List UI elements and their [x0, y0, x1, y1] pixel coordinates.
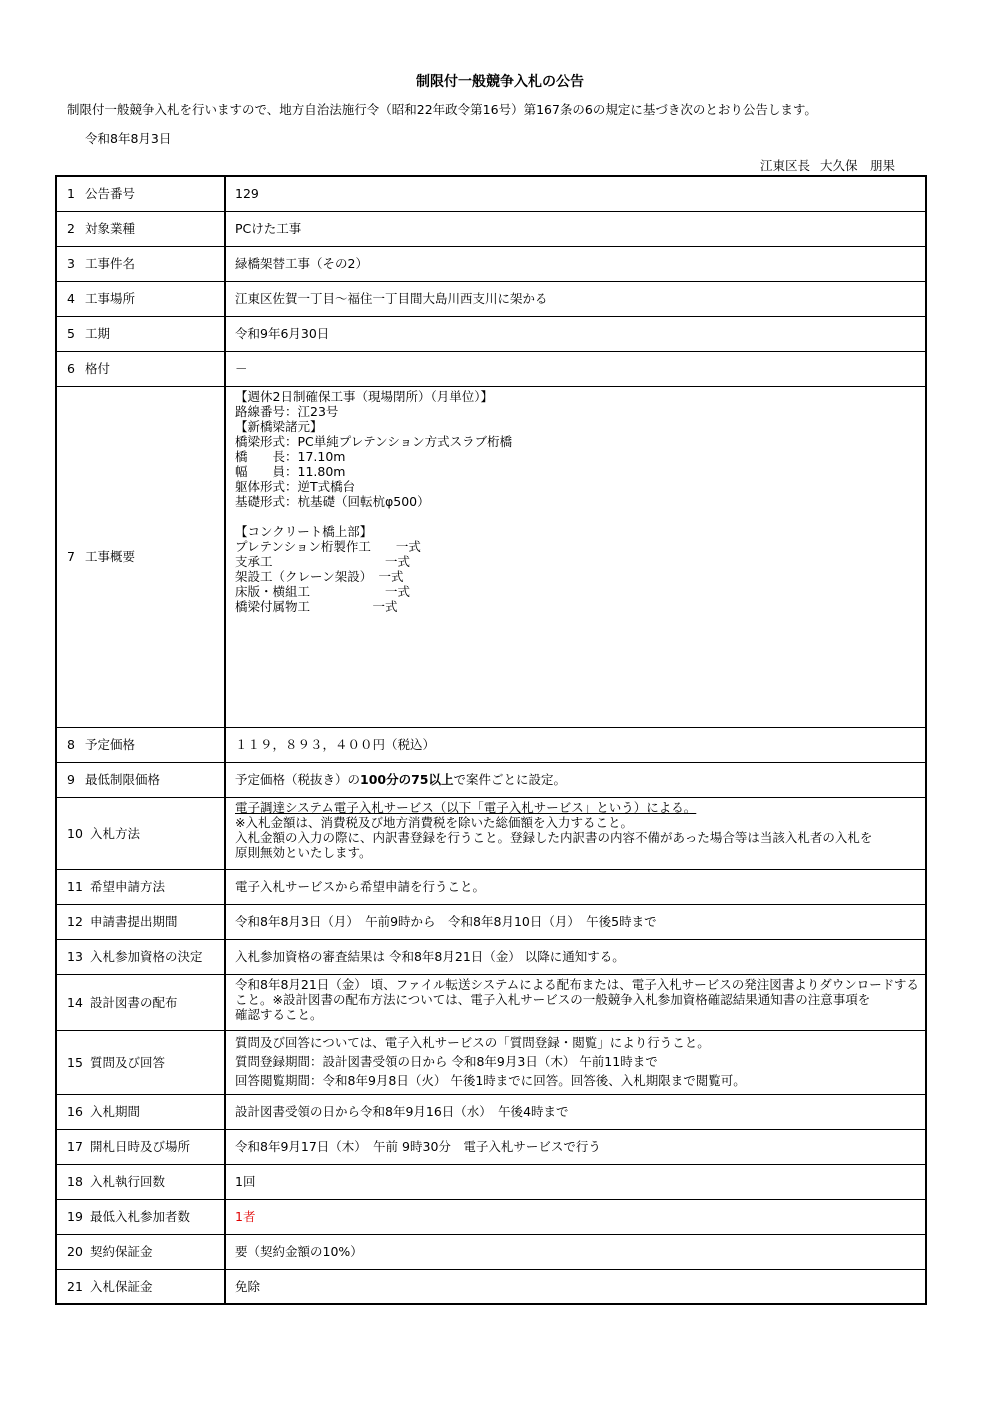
table-row [56, 1164, 926, 1199]
text-line: 入札金額の入力の際に、内訳書登録を行うこと。登録した内訳書の内容不備があった場合等は当該入札者の入札を [235, 829, 873, 845]
text-line: 幅 員：11.80m [235, 463, 346, 479]
row-value: 免除 [225, 1269, 926, 1304]
row-label: 7 工事概要 [56, 386, 225, 727]
table-row [56, 727, 926, 762]
row-label: 14 設計図書の配布 [56, 974, 225, 1030]
text-line: 躯体形式：逆T式橋台 [235, 478, 356, 494]
table-row [56, 316, 926, 351]
row-value: 入札参加資格の審査結果は 令和8年8月21日（金） 以降に通知する。 [225, 939, 926, 974]
row-label: 1 公告番号 [56, 176, 225, 211]
row-label: 2 対象業種 [56, 211, 225, 246]
row-label: 21 入札保証金 [56, 1269, 225, 1304]
text-line: こと。※設計図書の配布方法については、電子入札サービスの一般競争入札参加資格確認結果通知書の注意事項を [235, 991, 871, 1007]
table-row [56, 1234, 926, 1269]
row-value: 令和9年6月30日 [225, 316, 926, 351]
text-line: 橋梁付属物工 一式 [235, 598, 398, 614]
table-row [56, 762, 926, 797]
blank-line [235, 509, 915, 524]
row-label: 8 予定価格 [56, 727, 225, 762]
row-value: 令和8年8月3日（月） 午前9時から 令和8年8月10日（月） 午後5時まで [225, 904, 926, 939]
row-value: 129 [225, 176, 926, 211]
table-row [56, 386, 926, 727]
text-line: ※入札金額は、消費税及び地方消費税を除いた総価額を入力すること。 [235, 814, 633, 830]
signer-title: 江東区長 [759, 158, 810, 173]
row-label: 9 最低制限価格 [56, 762, 225, 797]
text-line: 質問登録期間：設計図書受領の日から 令和8年9月3日（木） 午前11時まで [235, 1053, 658, 1069]
table-row [56, 974, 926, 1030]
row-value: PCけた工事 [225, 211, 926, 246]
table-row [56, 351, 926, 386]
text-line: 基礎形式：杭基礎（回転杭φ500） [235, 493, 430, 509]
table-row [56, 1129, 926, 1164]
row-label: 6 格付 [56, 351, 225, 386]
text-line: 【コンクリート橋上部】 [235, 523, 373, 539]
row-label: 12 申請書提出期間 [56, 904, 225, 939]
text-line: 確認すること。 [235, 1006, 323, 1022]
table-row [56, 904, 926, 939]
table-row [56, 1199, 926, 1234]
text-line: 回答閲覧期間：令和8年9月8日（火） 午後1時までに回答。回答後、入札期限まで閲覧可。 [235, 1072, 746, 1088]
notice-title: 制限付一般競争入札の公告 [416, 74, 584, 90]
text-line: 【新橋梁諸元】 [235, 418, 323, 434]
row-label: 11 希望申請方法 [56, 869, 225, 904]
row-value: 電子入札サービスから希望申請を行うこと。 [225, 869, 926, 904]
row-value: 予定価格（税抜き）の100分の75以上で案件ごとに設定。 [225, 762, 926, 797]
notice-table [55, 175, 927, 1305]
row-value: 要（契約金額の10%） [225, 1234, 926, 1269]
text-line: 床版・横組工 一式 [235, 583, 411, 599]
row-value-multiline [225, 797, 926, 869]
table-row [56, 281, 926, 316]
text-line: 支承工 一式 [235, 553, 411, 569]
row-label: 18 入札執行回数 [56, 1164, 225, 1199]
text-line: 橋 長：17.10m [235, 448, 346, 464]
row-value: 1回 [225, 1164, 926, 1199]
row-label: 13 入札参加資格の決定 [56, 939, 225, 974]
text-line: 路線番号：江23号 [235, 403, 339, 419]
text-line-underlined: 電子調達システム電子入札サービス（以下「電子入札サービス」という）による。 [235, 799, 697, 815]
text-line: 【週休2日制確保工事（現場閉所）（月単位）】 [235, 388, 493, 404]
row-value: 令和8年9月17日（木） 午前 9時30分 電子入札サービスで行う [225, 1129, 926, 1164]
table-row [56, 1094, 926, 1129]
row-label: 10 入札方法 [56, 797, 225, 869]
text-line: 原則無効といたします。 [235, 844, 372, 860]
row-value: 江東区佐賀一丁目～福住一丁目間大島川西支川に架かる [225, 281, 926, 316]
text-line: 架設工（クレーン架設） 一式 [235, 568, 404, 584]
row-label: 17 開札日時及び場所 [56, 1129, 225, 1164]
table-row [56, 211, 926, 246]
row-value: 緑橋架替工事（その2） [225, 246, 926, 281]
table-row [56, 797, 926, 869]
min-bidders-value: 1者 [225, 1199, 926, 1234]
row-value-multiline [225, 1030, 926, 1094]
table-row [56, 176, 926, 211]
table-row [56, 246, 926, 281]
row-label: 20 契約保証金 [56, 1234, 225, 1269]
row-label: 3 工事件名 [56, 246, 225, 281]
row-value-multiline [225, 974, 926, 1030]
row-value: 設計図書受領の日から令和8年9月16日（水） 午後4時まで [225, 1094, 926, 1129]
row-label: 15 質問及び回答 [56, 1030, 225, 1094]
text-line: 令和8年8月21日（金） 頃、ファイル転送システムによる配布または、電子入札サービスの発注図書よりダウンロードする [235, 976, 919, 992]
table-row [56, 869, 926, 904]
row-label: 19 最低入札参加者数 [56, 1199, 225, 1234]
notice-date: 令和8年8月3日 [85, 131, 172, 146]
signer [760, 156, 895, 174]
table-row [56, 1030, 926, 1094]
table-row [56, 1269, 926, 1304]
table-row [56, 939, 926, 974]
row-value: － [225, 351, 926, 386]
text-line: 質問及び回答については、電子入札サービスの「質問登録・閲覧」により行うこと。 [235, 1034, 710, 1050]
intro-text: 制限付一般競争入札を行いますので、地方自治法施行令（昭和22年政令第16号）第167条の6の規定に基づき次のとおり公告します。 [67, 102, 817, 117]
min-price-ratio: 100分の75以上 [360, 772, 454, 787]
row-label: 4 工事場所 [56, 281, 225, 316]
row-value: １１９，８９３，４００円（税込） [225, 727, 926, 762]
signer-name: 大久保 朋果 [819, 158, 895, 173]
row-label: 5 工期 [56, 316, 225, 351]
row-label: 16 入札期間 [56, 1094, 225, 1129]
text-line: 橋梁形式：PC単純プレテンション方式スラブ桁橋 [235, 433, 513, 449]
row-value-multiline [225, 386, 926, 727]
text-line: プレテンション桁製作工 一式 [235, 538, 421, 554]
